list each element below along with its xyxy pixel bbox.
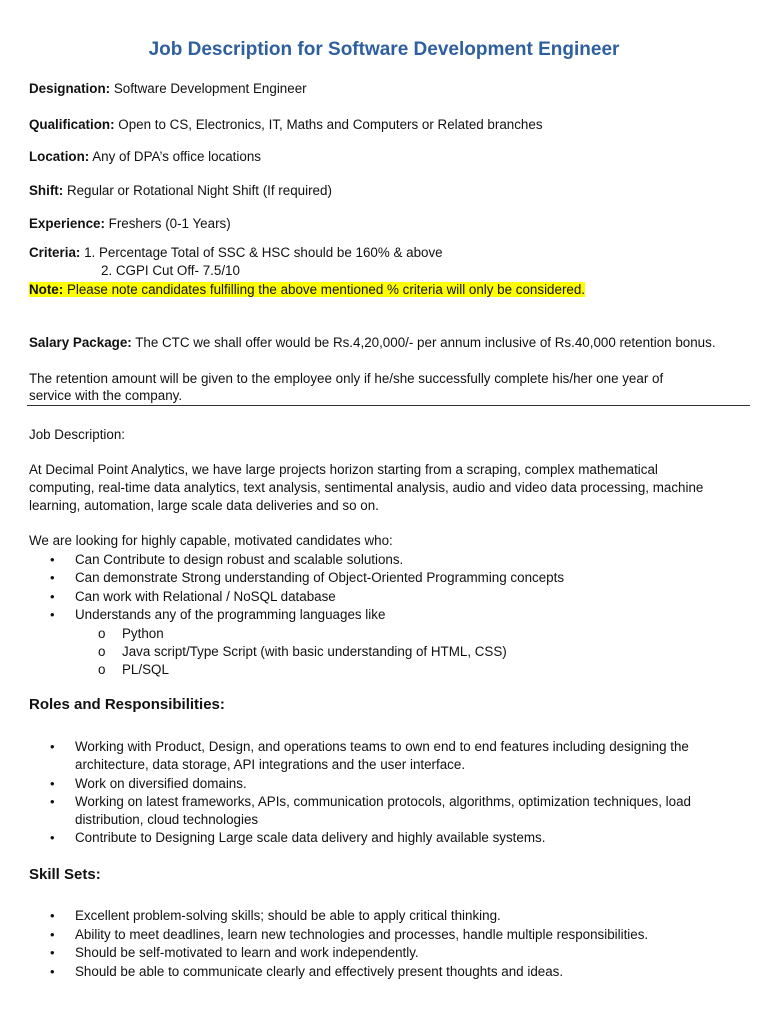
note-label: Note: (29, 282, 64, 297)
list-item-text: Contribute to Designing Large scale data delivery and highly available systems. (75, 830, 546, 845)
shift-line (29, 182, 332, 200)
list-item-text: Working on latest frameworks, APIs, communication protocols, algorithms, optimization techniques, load distribution, cloud technologies (75, 794, 692, 827)
retention-line-2: service with the company. (29, 388, 183, 403)
job-description-para-line-1: At Decimal Point Analytics, we have large projects horizon starting from a scraping, complex mathematical (29, 462, 658, 477)
experience-label: Experience: (29, 216, 105, 231)
page-title: Job Description for Software Development Engineer (148, 39, 620, 60)
qualification-line (29, 116, 543, 134)
note-value: Please note candidates fulfilling the above mentioned % criteria will only be considered. (63, 282, 586, 297)
shift-label: Shift: (29, 183, 64, 198)
bullet-icon: • (50, 794, 55, 809)
designation-line (29, 80, 307, 98)
list-item-text: Understands any of the programming languages like (75, 607, 386, 622)
roles-heading: Roles and Responsibilities: (29, 696, 225, 713)
list-item-text: Can work with Relational / NoSQL database (75, 589, 336, 604)
qualification-label: Qualification: (29, 117, 115, 132)
salary-value: The CTC we shall offer would be Rs.4,20,000/- per annum inclusive of Rs.40,000 retention bonus. (131, 335, 716, 350)
note-highlight (29, 282, 585, 297)
job-description-para-line-3: learning, automation, large scale data deliveries and so on. (29, 498, 379, 513)
qualification-value: Open to CS, Electronics, IT, Maths and Computers or Related branches (114, 117, 543, 132)
bullet-icon: • (50, 964, 55, 979)
bullet-icon: • (50, 830, 55, 845)
bullet-icon: • (50, 607, 55, 622)
skills-heading: Skill Sets: (29, 866, 101, 883)
list-item-text: Working with Product, Design, and operations teams to own end to end features including designing the architecture, data storage, API integrations and the user interface. (75, 739, 689, 772)
experience-line (29, 215, 231, 233)
candidates-intro: We are looking for highly capable, motivated candidates who: (29, 533, 393, 548)
circle-bullet-icon: o (98, 626, 106, 641)
bullet-icon: • (50, 927, 55, 942)
list-item-text: Can Contribute to design robust and scalable solutions. (75, 552, 404, 567)
circle-bullet-icon: o (98, 644, 106, 659)
bullet-icon: • (50, 570, 55, 585)
salary-label: Salary Package: (29, 335, 132, 350)
location-label: Location: (29, 149, 90, 164)
list-item-text: Should be self-motivated to learn and work independently. (75, 945, 419, 960)
criteria-line (29, 244, 443, 262)
list-item-text: Can demonstrate Strong understanding of Object-Oriented Programming concepts (75, 570, 565, 585)
bullet-icon: • (50, 552, 55, 567)
bullet-icon: • (50, 739, 55, 754)
bullet-icon: • (50, 945, 55, 960)
circle-bullet-icon: o (98, 662, 106, 677)
location-value: Any of DPA’s office locations (89, 149, 261, 164)
criteria-item-1: 1. Percentage Total of SSC & HSC should be 160% & above (80, 245, 443, 260)
sub-list-item-text: PL/SQL (122, 662, 169, 677)
bullet-icon: • (50, 908, 55, 923)
bullet-icon: • (50, 589, 55, 604)
sub-list-item-text: Python (122, 626, 164, 641)
salary-line (29, 334, 716, 352)
sub-list-item-text: Java script/Type Script (with basic understanding of HTML, CSS) (122, 644, 507, 659)
section-divider (27, 405, 750, 406)
job-description-heading: Job Description: (29, 427, 126, 442)
list-item-text: Excellent problem-solving skills; should be able to apply critical thinking. (75, 908, 501, 923)
list-item-text: Work on diversified domains. (75, 776, 247, 791)
criteria-label: Criteria: (29, 245, 81, 260)
note-line (29, 281, 585, 299)
experience-value: Freshers (0-1 Years) (104, 216, 231, 231)
job-description-para-line-2: computing, real-time data analytics, text analysis, sentimental analysis, audio and video data processing, machine (29, 480, 704, 495)
retention-line-1: The retention amount will be given to the employee only if he/she successfully complete his/her one year of (29, 371, 664, 386)
location-line (29, 148, 261, 166)
list-item-text: Should be able to communicate clearly and effectively present thoughts and ideas. (75, 964, 564, 979)
designation-label: Designation: (29, 81, 111, 96)
bullet-icon: • (50, 776, 55, 791)
designation-value: Software Development Engineer (110, 81, 307, 96)
shift-value: Regular or Rotational Night Shift (If required) (63, 183, 332, 198)
list-item-text: Ability to meet deadlines, learn new technologies and processes, handle multiple responsibilities. (75, 927, 649, 942)
criteria-item-2: 2. CGPI Cut Off- 7.5/10 (101, 263, 240, 278)
